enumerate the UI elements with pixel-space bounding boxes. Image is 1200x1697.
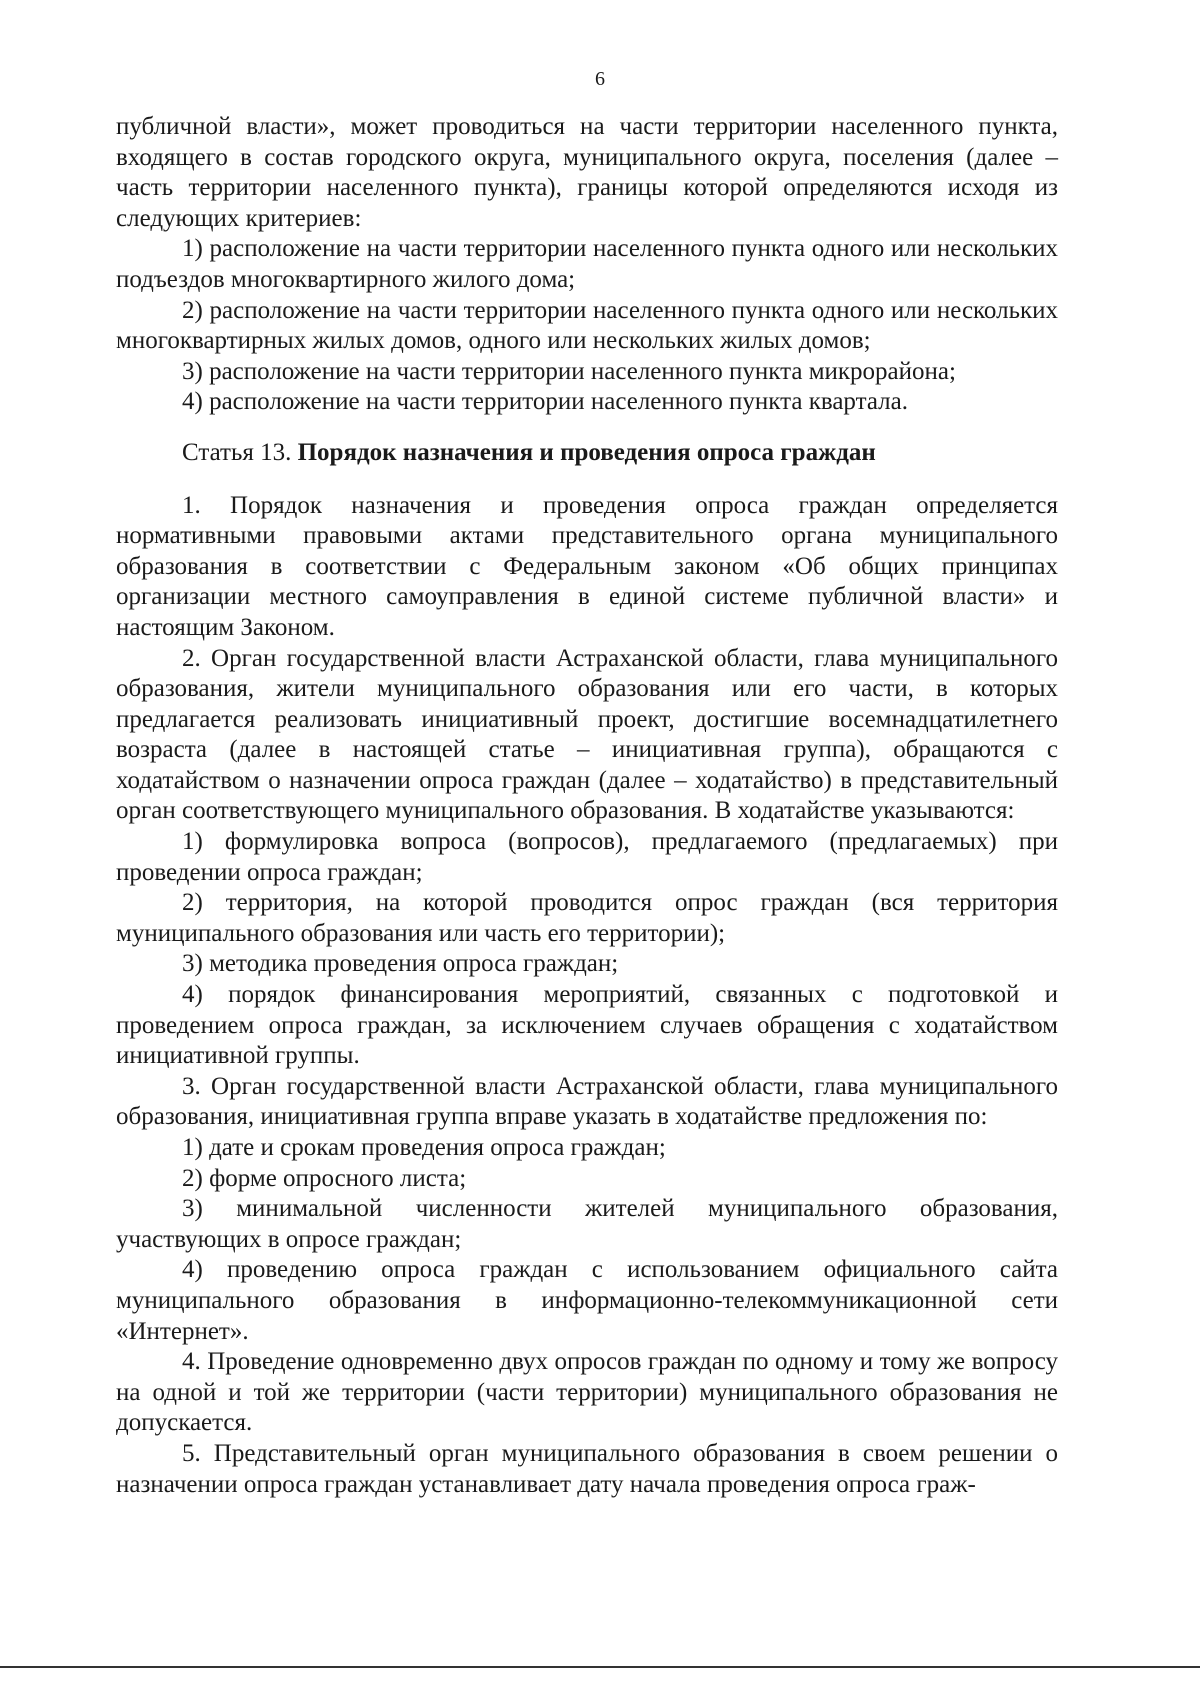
- paragraph-5: 5. Представительный орган муниципального образования в своем решении о назначении опроса граждан устанавливает дату начала проведения опроса граж-: [116, 1439, 1058, 1498]
- criterion-4: 4) расположение на части территории населенного пункта квартала.: [182, 388, 908, 416]
- intro-lead: публичной власти», может проводиться на части территории населенного пункта, входящего в состав городского округа, муниципального округа, поселения (далее – часть территории населенного пункта), границы которой определяются исходя из следующих критериев:: [116, 113, 1058, 232]
- page-number: 6: [595, 68, 605, 90]
- criterion-3: 3) расположение на части территории населенного пункта микрорайона;: [182, 357, 956, 385]
- paragraph-3-item-3: 3) минимальной численности жителей муниципального образования, участвующих в опросе граждан;: [116, 1195, 1058, 1253]
- paragraph-2: 2. Орган государственной власти Астраханской области, глава муниципального образования, жители муниципального образования или его части, в которых предлагается реализовать инициативный проект, достигшие восемнадцатилетнего возраста (далее в настоящей статье – инициативная группа), обращаются с ходатайством о назначении опроса граждан (далее – ходатайство) в представительный орган соответствующего муниципального образования. В ходатайстве указываются:: [116, 644, 1058, 825]
- article-title: Порядок назначения и проведения опроса граждан: [297, 438, 876, 466]
- paragraph-4: 4. Проведение одновременно двух опросов граждан по одному и тому же вопросу на одной и той же территории (части территории) муниципального образования не допускается.: [116, 1348, 1058, 1437]
- article-heading: [116, 438, 1058, 469]
- page-bottom-divider: [0, 1666, 1200, 1668]
- paragraph-1: 1. Порядок назначения и проведения опроса граждан определяется нормативными правовыми актами представительного органа муниципального образования в соответствии с Федеральным законом «Об общих принципах организации местного самоуправления в единой системе публичной власти» и настоящим Законом.: [116, 491, 1058, 641]
- paragraph-3-item-1: 1) дате и срокам проведения опроса граждан;: [182, 1134, 666, 1161]
- document-body: [116, 112, 1058, 1500]
- criterion-2: 2) расположение на части территории населенного пункта одного или нескольких многоквартирных жилых домов, одного или нескольких жилых домов;: [116, 296, 1058, 355]
- paragraph-2-item-1: 1) формулировка вопроса (вопросов), предлагаемого (предлагаемых) при проведении опроса граждан;: [116, 828, 1058, 886]
- criterion-1: 1) расположение на части территории населенного пункта одного или нескольких подъездов многоквартирного жилого дома;: [116, 235, 1058, 293]
- paragraph-3-item-2: 2) форме опросного листа;: [182, 1164, 467, 1192]
- paragraph-2-item-4: 4) порядок финансирования мероприятий, связанных с подготовкой и проведением опроса граждан, за исключением случаев обращения с ходатайством инициативной группы.: [116, 981, 1058, 1070]
- paragraph-2-item-3: 3) методика проведения опроса граждан;: [182, 950, 619, 978]
- paragraph-2-item-2: 2) территория, на которой проводится опрос граждан (вся территория муниципального образования или часть его территории);: [116, 889, 1058, 947]
- paragraph-3: 3. Орган государственной власти Астраханской области, глава муниципального образования, инициативная группа вправе указать в ходатайстве предложения по:: [116, 1072, 1058, 1131]
- article-prefix: Статья 13.: [182, 438, 292, 466]
- paragraph-3-item-4: 4) проведению опроса граждан с использованием официального сайта муниципального образования в информационно-телекоммуникационной сети «Интернет».: [116, 1256, 1058, 1345]
